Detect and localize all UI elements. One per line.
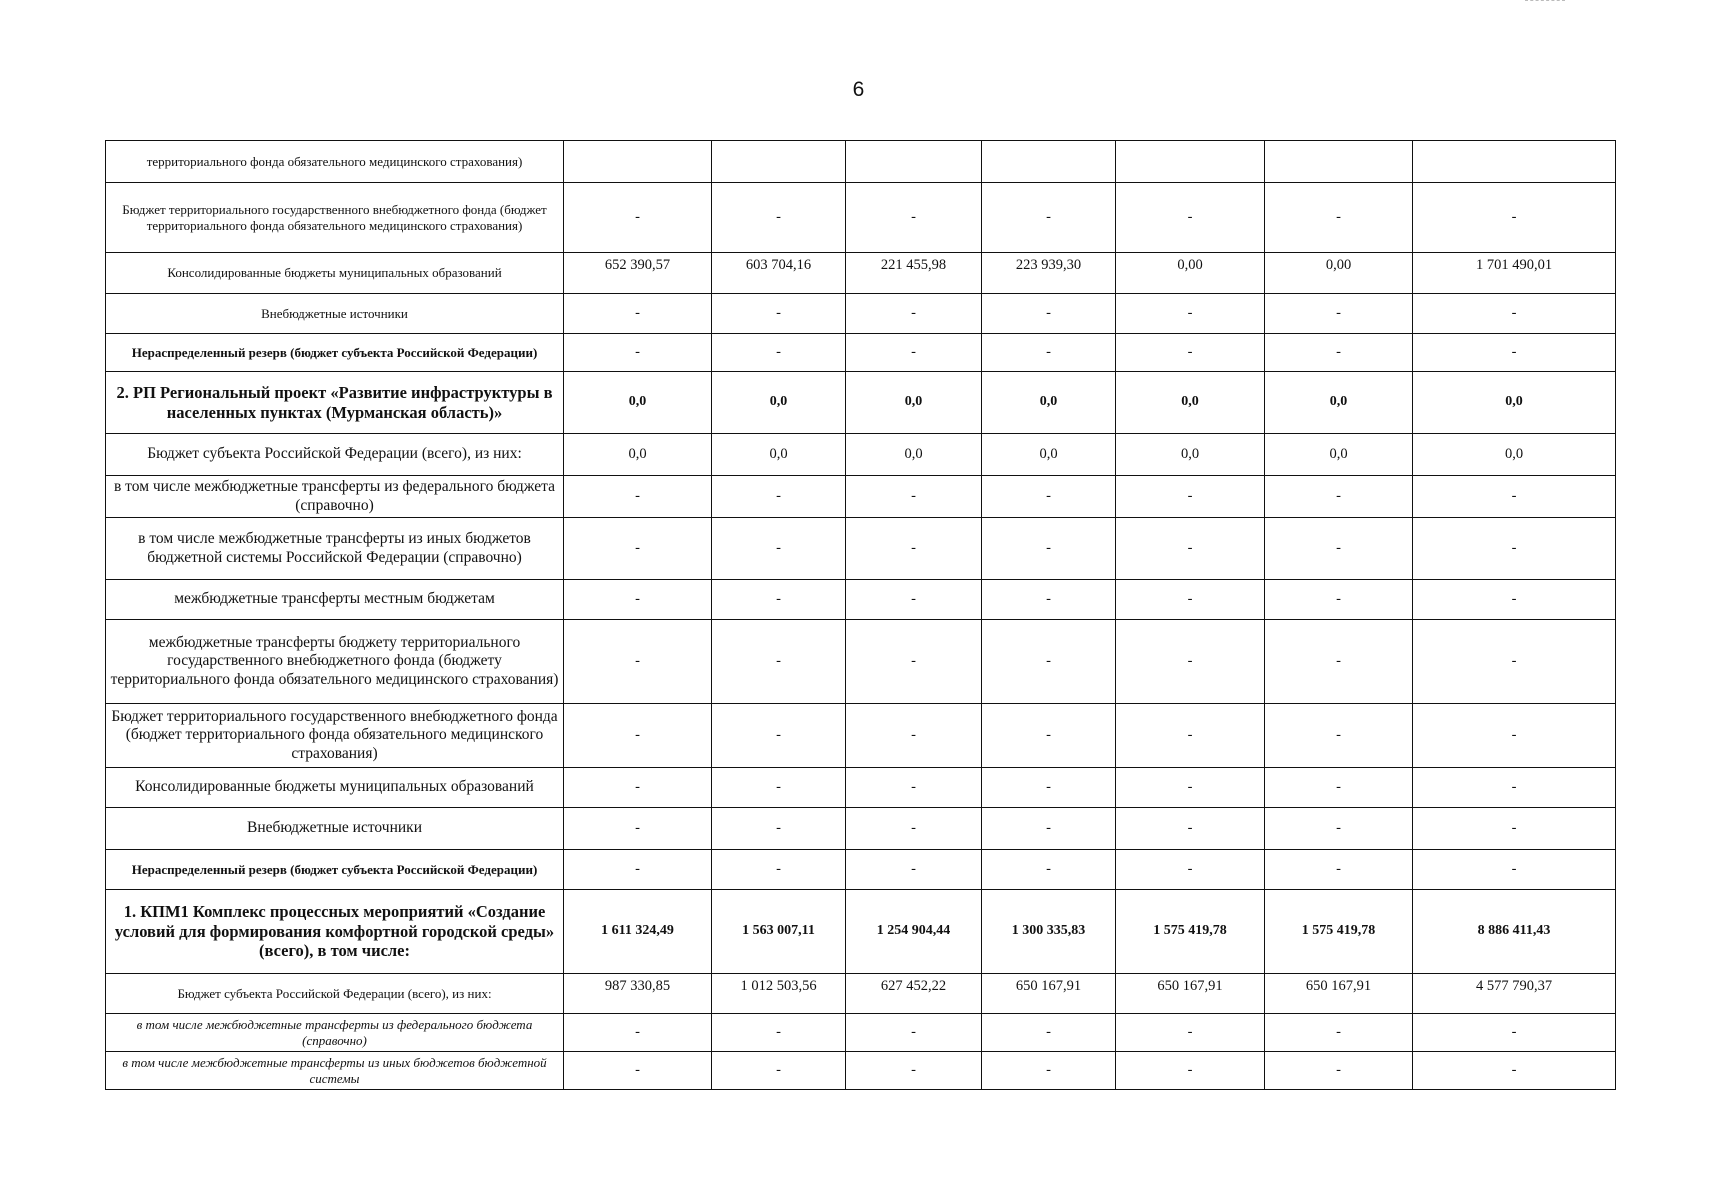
value-cell: 0,0	[1116, 372, 1265, 434]
value-cell: 221 455,98	[846, 253, 982, 294]
value-cell: -	[982, 518, 1116, 580]
value-cell: -	[982, 334, 1116, 372]
table-row	[106, 768, 1616, 808]
value-cell: -	[1116, 518, 1265, 580]
value-cell: -	[982, 183, 1116, 253]
row-label: 2. РП Региональный проект «Развитие инфраструктуры в населенных пунктах (Мурманская область)»	[106, 372, 564, 434]
row-label: Внебюджетные источники	[106, 808, 564, 850]
row-label: Консолидированные бюджеты муниципальных образований	[106, 768, 564, 808]
value-cell: -	[1265, 183, 1413, 253]
value-cell: -	[1116, 580, 1265, 620]
value-cell: -	[982, 1014, 1116, 1052]
value-cell: 0,0	[1265, 372, 1413, 434]
value-cell: 0,0	[982, 372, 1116, 434]
value-cell: -	[1116, 704, 1265, 768]
table-row	[106, 434, 1616, 476]
value-cell: -	[1116, 808, 1265, 850]
value-cell: 652 390,57	[564, 253, 712, 294]
value-cell: -	[846, 704, 982, 768]
value-cell: -	[846, 518, 982, 580]
value-cell: 987 330,85	[564, 974, 712, 1014]
table-row	[106, 1052, 1616, 1090]
value-cell: 603 704,16	[712, 253, 846, 294]
value-cell: -	[846, 1052, 982, 1090]
value-cell: -	[1265, 1052, 1413, 1090]
row-label: территориального фонда обязательного медицинского страхования)	[106, 141, 564, 183]
value-cell: -	[1265, 294, 1413, 334]
value-cell: -	[846, 476, 982, 518]
value-cell: 0,0	[982, 434, 1116, 476]
value-cell: 1 300 335,83	[982, 890, 1116, 974]
value-cell: -	[712, 580, 846, 620]
value-cell: 1 701 490,01	[1413, 253, 1616, 294]
page-number: 6	[852, 78, 865, 101]
value-cell: -	[1116, 476, 1265, 518]
row-label: Нераспределенный резерв (бюджет субъекта Российской Федерации)	[106, 850, 564, 890]
value-cell: -	[1116, 294, 1265, 334]
value-cell: -	[1413, 294, 1616, 334]
value-cell: -	[1413, 808, 1616, 850]
value-cell: -	[846, 620, 982, 704]
table-row	[106, 253, 1616, 294]
value-cell: 0,0	[564, 434, 712, 476]
value-cell: -	[846, 580, 982, 620]
value-cell: 0,0	[712, 372, 846, 434]
table-row	[106, 334, 1616, 372]
value-cell: 4 577 790,37	[1413, 974, 1616, 1014]
value-cell: -	[1413, 334, 1616, 372]
value-cell: -	[1413, 620, 1616, 704]
table-row	[106, 141, 1616, 183]
value-cell: -	[564, 704, 712, 768]
row-label: межбюджетные трансферты бюджету территориального государственного внебюджетного фонда (бюджету территориального фонда обязательного медицинского страхования)	[106, 620, 564, 704]
value-cell: 627 452,22	[846, 974, 982, 1014]
table-row	[106, 850, 1616, 890]
value-cell: -	[712, 850, 846, 890]
value-cell: 0,0	[1413, 372, 1616, 434]
value-cell: -	[846, 768, 982, 808]
value-cell: -	[564, 768, 712, 808]
value-cell: -	[1116, 850, 1265, 890]
table-row	[106, 620, 1616, 704]
value-cell	[982, 141, 1116, 183]
row-label: Бюджет субъекта Российской Федерации (всего), из них:	[106, 974, 564, 1014]
value-cell: 1 563 007,11	[712, 890, 846, 974]
table-row	[106, 183, 1616, 253]
table-row	[106, 476, 1616, 518]
table-row	[106, 372, 1616, 434]
row-label: Внебюджетные источники	[106, 294, 564, 334]
value-cell: -	[1413, 850, 1616, 890]
value-cell: -	[564, 476, 712, 518]
value-cell: -	[1265, 334, 1413, 372]
table-row	[106, 294, 1616, 334]
table-row	[106, 974, 1616, 1014]
value-cell: 0,0	[564, 372, 712, 434]
value-cell: -	[1265, 476, 1413, 518]
value-cell: 1 575 419,78	[1116, 890, 1265, 974]
value-cell: -	[982, 476, 1116, 518]
value-cell: -	[982, 768, 1116, 808]
value-cell: 0,00	[1116, 253, 1265, 294]
value-cell: 0,0	[1265, 434, 1413, 476]
value-cell	[1413, 141, 1616, 183]
value-cell: -	[982, 580, 1116, 620]
value-cell: -	[1265, 704, 1413, 768]
value-cell	[1116, 141, 1265, 183]
budget-table-body	[106, 141, 1616, 1090]
value-cell: -	[712, 1014, 846, 1052]
value-cell: -	[846, 1014, 982, 1052]
row-label: Консолидированные бюджеты муниципальных образований	[106, 253, 564, 294]
value-cell: -	[982, 808, 1116, 850]
value-cell: 650 167,91	[1265, 974, 1413, 1014]
value-cell: -	[564, 580, 712, 620]
value-cell: -	[712, 768, 846, 808]
value-cell: -	[712, 476, 846, 518]
scan-corner-mark	[1525, 0, 1565, 5]
value-cell: -	[564, 808, 712, 850]
row-label: в том числе межбюджетные трансферты из федерального бюджета (справочно)	[106, 1014, 564, 1052]
value-cell: 223 939,30	[982, 253, 1116, 294]
value-cell: -	[712, 620, 846, 704]
value-cell: 1 254 904,44	[846, 890, 982, 974]
value-cell: 0,0	[846, 434, 982, 476]
value-cell: -	[1265, 850, 1413, 890]
table-row	[106, 890, 1616, 974]
table-row	[106, 518, 1616, 580]
row-label: в том числе межбюджетные трансферты из иных бюджетов бюджетной системы	[106, 1052, 564, 1090]
value-cell: -	[712, 1052, 846, 1090]
value-cell: 1 012 503,56	[712, 974, 846, 1014]
value-cell: -	[712, 704, 846, 768]
value-cell: -	[564, 518, 712, 580]
value-cell: -	[1413, 580, 1616, 620]
value-cell: -	[846, 294, 982, 334]
row-label: в том числе межбюджетные трансферты из федерального бюджета (справочно)	[106, 476, 564, 518]
value-cell: -	[712, 808, 846, 850]
budget-table	[105, 140, 1616, 1090]
row-label: 1. КПМ1 Комплекс процессных мероприятий «Создание условий для формирования комфортной городской среды» (всего), в том числе:	[106, 890, 564, 974]
value-cell: -	[846, 334, 982, 372]
value-cell: -	[712, 334, 846, 372]
table-row	[106, 808, 1616, 850]
value-cell: -	[564, 1014, 712, 1052]
value-cell: -	[1265, 580, 1413, 620]
value-cell: 0,0	[712, 434, 846, 476]
value-cell: -	[564, 850, 712, 890]
value-cell: -	[564, 183, 712, 253]
row-label: Нераспределенный резерв (бюджет субъекта Российской Федерации)	[106, 334, 564, 372]
value-cell: -	[982, 1052, 1116, 1090]
value-cell: -	[1265, 1014, 1413, 1052]
value-cell: 0,0	[1413, 434, 1616, 476]
value-cell	[1265, 141, 1413, 183]
value-cell: -	[1265, 620, 1413, 704]
value-cell: -	[1413, 768, 1616, 808]
value-cell: -	[564, 1052, 712, 1090]
value-cell: -	[1116, 1014, 1265, 1052]
value-cell: -	[1413, 476, 1616, 518]
value-cell	[712, 141, 846, 183]
value-cell: -	[564, 294, 712, 334]
table-row	[106, 704, 1616, 768]
value-cell: -	[982, 620, 1116, 704]
table-row	[106, 580, 1616, 620]
value-cell: 0,00	[1265, 253, 1413, 294]
value-cell: -	[564, 620, 712, 704]
value-cell	[564, 141, 712, 183]
value-cell: -	[1116, 1052, 1265, 1090]
row-label: в том числе межбюджетные трансферты из иных бюджетов бюджетной системы Российской Федерации (справочно)	[106, 518, 564, 580]
row-label: межбюджетные трансферты местным бюджетам	[106, 580, 564, 620]
value-cell: -	[982, 704, 1116, 768]
table-row	[106, 1014, 1616, 1052]
row-label: Бюджет территориального государственного внебюджетного фонда (бюджет территориального фонда обязательного медицинского страхования)	[106, 183, 564, 253]
value-cell: 650 167,91	[982, 974, 1116, 1014]
value-cell: -	[1413, 518, 1616, 580]
value-cell: 1 575 419,78	[1265, 890, 1413, 974]
value-cell: -	[846, 808, 982, 850]
value-cell: -	[1265, 808, 1413, 850]
value-cell: 1 611 324,49	[564, 890, 712, 974]
row-label: Бюджет субъекта Российской Федерации (всего), из них:	[106, 434, 564, 476]
value-cell: -	[1116, 334, 1265, 372]
value-cell: -	[982, 850, 1116, 890]
value-cell: -	[1413, 704, 1616, 768]
value-cell: -	[1116, 768, 1265, 808]
value-cell: -	[712, 294, 846, 334]
row-label: Бюджет территориального государственного внебюджетного фонда (бюджет территориального фонда обязательного медицинского страхования)	[106, 704, 564, 768]
value-cell: -	[846, 183, 982, 253]
value-cell	[846, 141, 982, 183]
value-cell: -	[846, 850, 982, 890]
value-cell: 8 886 411,43	[1413, 890, 1616, 974]
value-cell: -	[564, 334, 712, 372]
value-cell: -	[1413, 183, 1616, 253]
value-cell: -	[1413, 1052, 1616, 1090]
value-cell: -	[1265, 518, 1413, 580]
value-cell: 650 167,91	[1116, 974, 1265, 1014]
value-cell: -	[982, 294, 1116, 334]
value-cell: -	[1413, 1014, 1616, 1052]
value-cell: -	[1116, 620, 1265, 704]
value-cell: -	[1265, 768, 1413, 808]
value-cell: 0,0	[1116, 434, 1265, 476]
value-cell: -	[1116, 183, 1265, 253]
value-cell: 0,0	[846, 372, 982, 434]
value-cell: -	[712, 518, 846, 580]
value-cell: -	[712, 183, 846, 253]
